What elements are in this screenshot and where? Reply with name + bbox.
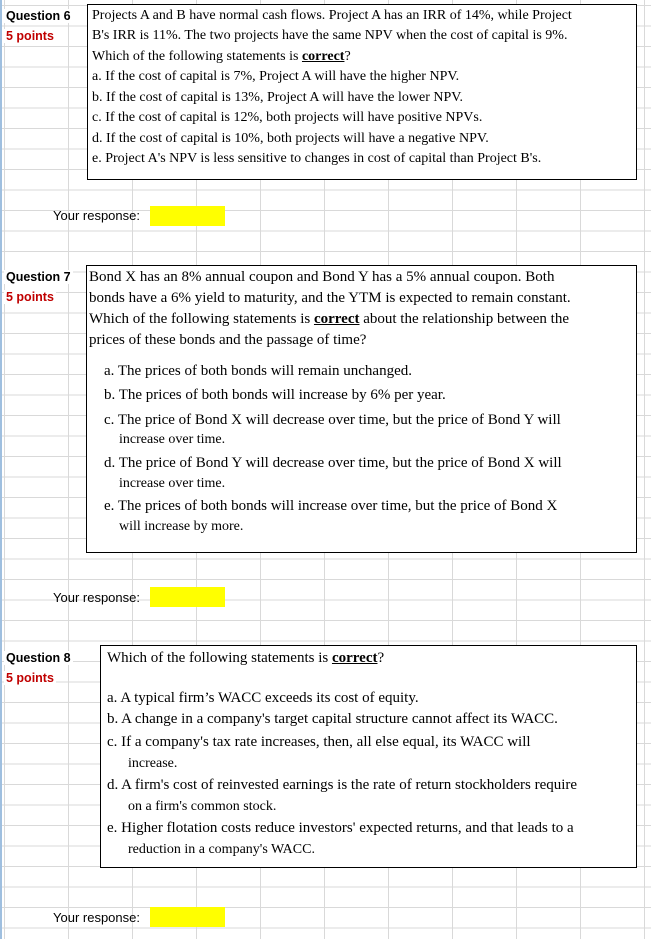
q7-option-e[interactable]: e. The prices of both bonds will increase over time, but the price of Bond X: [104, 498, 558, 514]
q8-option-c-cont: increase.: [128, 756, 178, 771]
q6-option-e[interactable]: e. Project A's NPV is less sensitive to changes in cost of capital than Project B's.: [92, 151, 542, 166]
question-7-box: [86, 265, 637, 553]
q7-response-label: Your response:: [53, 590, 140, 605]
q6-ask-post: ?: [344, 49, 351, 64]
q7-option-c[interactable]: c. The price of Bond X will decrease over time, but the price of Bond Y will: [104, 412, 561, 428]
q7-stem-line-1: Bond X has an 8% annual coupon and Bond Y has a 5% annual coupon. Both: [89, 269, 555, 285]
question-8-points: 5 points: [6, 671, 54, 685]
q7-ask-post: about the relationship between the: [359, 311, 570, 327]
q7-option-a[interactable]: a. The prices of both bonds will remain unchanged.: [104, 363, 412, 379]
q7-option-b[interactable]: b. The prices of both bonds will increase by 6% per year.: [104, 387, 446, 403]
q7-option-d[interactable]: d. The price of Bond Y will decrease over time, but the price of Bond X will: [104, 455, 562, 471]
q7-option-e-cont: will increase by more.: [119, 519, 244, 534]
row-header-edge: [0, 0, 2, 939]
q6-question: [92, 47, 351, 68]
q7-option-c-cont: increase over time.: [119, 432, 226, 447]
question-8-box: [100, 645, 637, 868]
q6-correct-emphasis: correct: [301, 49, 345, 64]
q6-option-a[interactable]: a. If the cost of capital is 7%, Project A will have the higher NPV.: [92, 69, 460, 84]
q8-option-e-cont: reduction in a company's WACC.: [128, 842, 315, 857]
question-6-box: [87, 4, 637, 180]
q8-option-d-cont: on a firm's common stock.: [128, 799, 277, 814]
q8-response-label: Your response:: [53, 910, 140, 925]
q8-response-cell[interactable]: [150, 907, 225, 927]
q7-stem-line-2: bonds have a 6% yield to maturity, and the YTM is expected to remain constant.: [89, 290, 571, 306]
q6-stem-line-2: B's IRR is 11%. The two projects have the same NPV when the cost of capital is 9%.: [92, 28, 568, 43]
q8-option-a[interactable]: a. A typical firm’s WACC exceeds its cost of equity.: [107, 690, 419, 706]
question-6-points: 5 points: [6, 29, 54, 43]
question-7-label: Question 7: [6, 270, 71, 284]
q7-response-cell[interactable]: [150, 587, 225, 607]
q8-correct-emphasis: correct: [331, 650, 378, 666]
q6-option-c[interactable]: c. If the cost of capital is 12%, both projects will have positive NPVs.: [92, 110, 483, 125]
q6-response-label: Your response:: [53, 208, 140, 223]
q6-ask-pre: Which of the following statements is: [92, 49, 302, 64]
q8-ask-post: ?: [377, 650, 385, 666]
q8-option-d[interactable]: d. A firm's cost of reinvested earnings is the rate of return stockholders require: [107, 777, 578, 793]
q8-ask-pre: Which of the following statements is: [107, 650, 332, 666]
q8-option-e[interactable]: e. Higher flotation costs reduce investors' expected returns, and that leads to a: [107, 820, 574, 836]
q6-stem-line-1: Projects A and B have normal cash flows. Project A has an IRR of 14%, while Project: [92, 8, 572, 23]
q6-response-cell[interactable]: [150, 206, 225, 226]
q8-option-b[interactable]: b. A change in a company's target capital structure cannot affect its WACC.: [107, 711, 558, 727]
q8-question: [107, 648, 384, 669]
question-6-label: Question 6: [6, 9, 71, 23]
q6-option-d[interactable]: d. If the cost of capital is 10%, both projects will have a negative NPV.: [92, 131, 489, 146]
q7-question-line-2: prices of these bonds and the passage of time?: [89, 332, 367, 348]
q8-option-c[interactable]: c. If a company's tax rate increases, then, all else equal, its WACC will: [107, 734, 531, 750]
question-7-points: 5 points: [6, 290, 54, 304]
q7-question-line-1: [89, 309, 569, 330]
q6-option-b[interactable]: b. If the cost of capital is 13%, Project A will have the lower NPV.: [92, 90, 464, 105]
q7-option-d-cont: increase over time.: [119, 476, 226, 491]
q7-correct-emphasis: correct: [313, 311, 360, 327]
q7-ask-pre: Which of the following statements is: [89, 311, 314, 327]
question-8-label: Question 8: [6, 651, 71, 665]
